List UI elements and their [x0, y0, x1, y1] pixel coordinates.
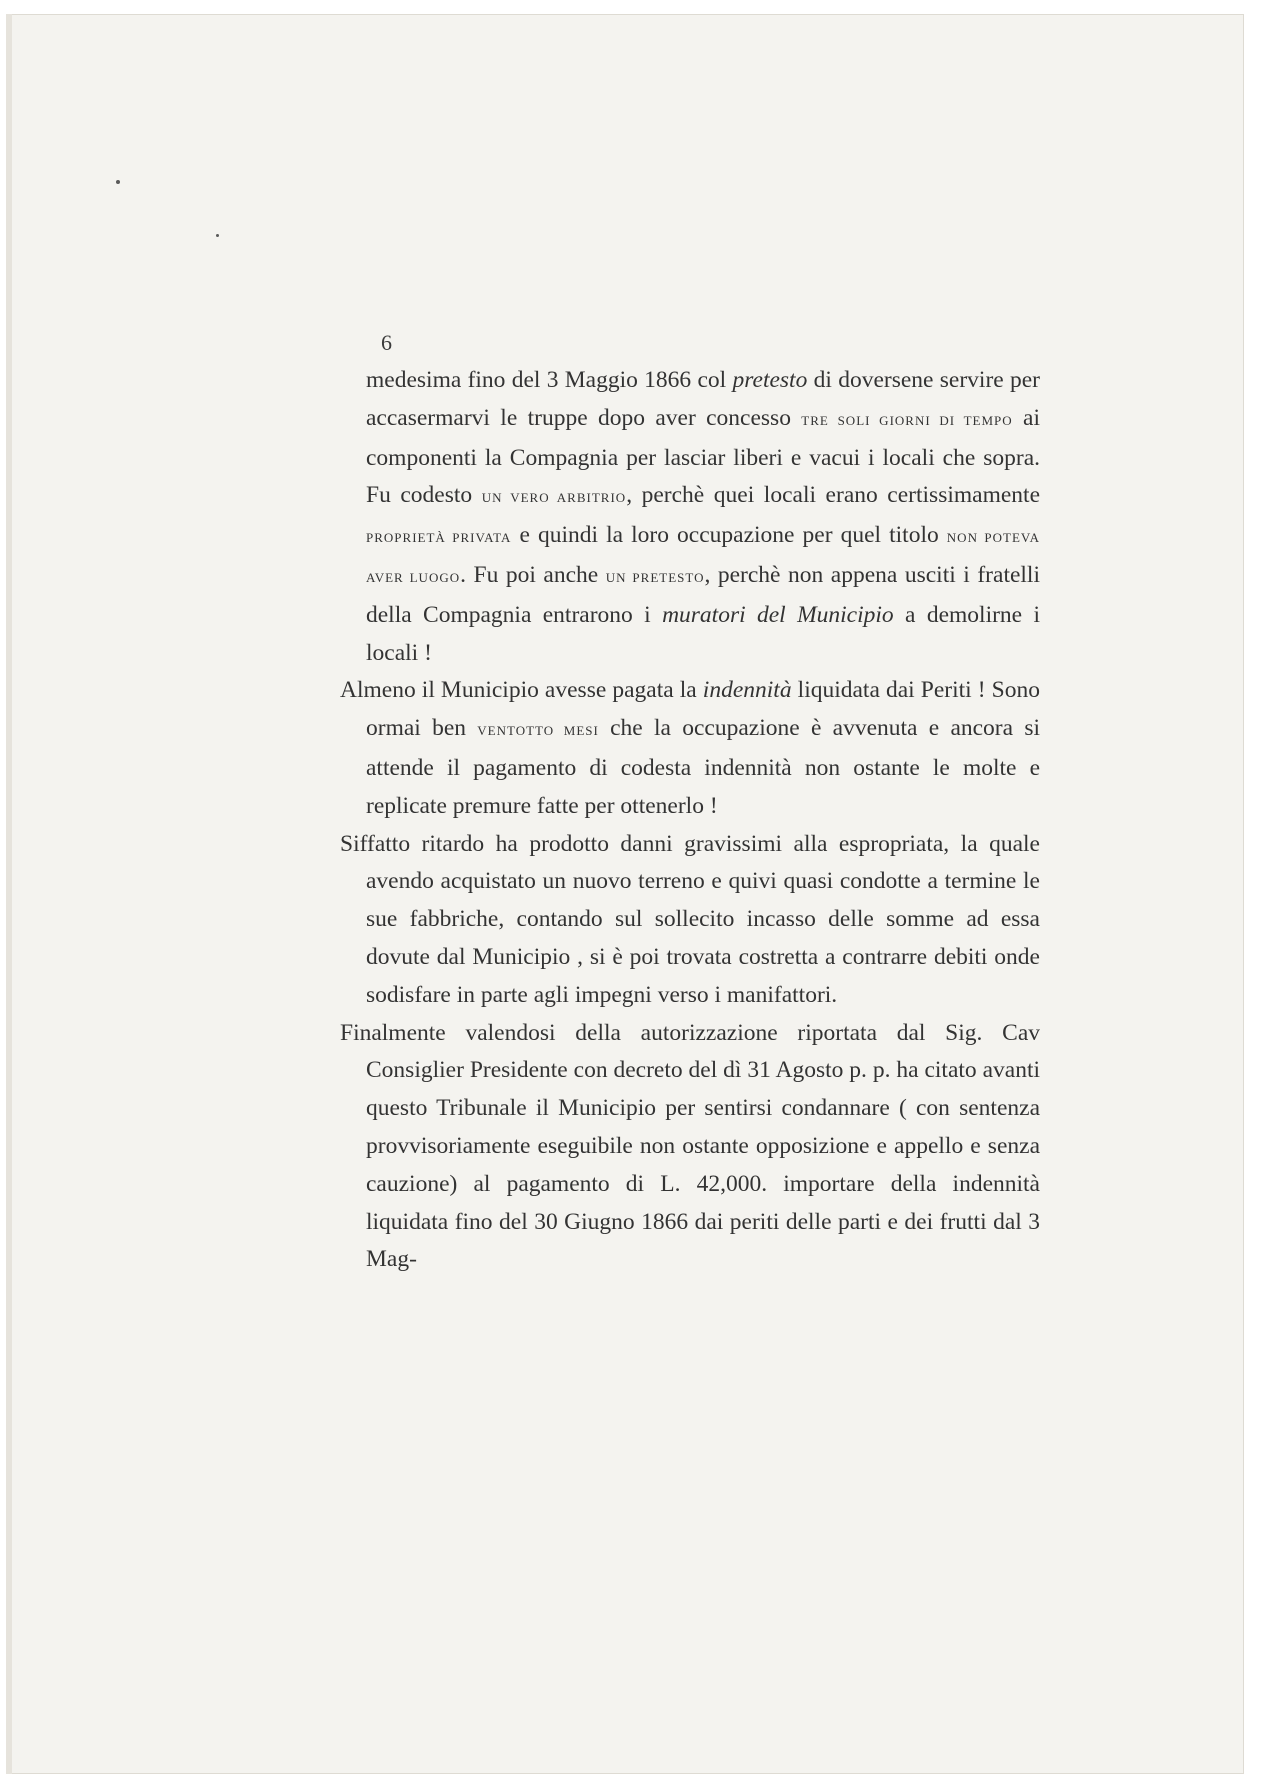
page-number: 6 [381, 330, 392, 355]
ink-speck [116, 180, 120, 184]
document-body [340, 362, 1040, 1279]
text-span: . Fu poi anche [460, 561, 606, 588]
ink-speck [216, 234, 219, 237]
small-caps-text: VENTOTTO MESI [477, 723, 599, 739]
small-caps-text: PROPRIETÀ PRIVATA [366, 530, 512, 546]
text-span: Finalmente valendosi della autorizzazione riportata dal Sig. Cav Consiglier Presidente con decreto del dì 31 Agosto p. p. ha citato avanti questo Tribunale il Municipio per sentirsi condannare ( con sentenza provvisoriamente eseguibile non ostante opposizione e appello e senza cauzione) al pagamento di L. 42,000. importare della indennità liquidata fino del 30 Giugno 1866 dai periti delle parti e dei frutti dal 3 Mag- [340, 1019, 1040, 1273]
text-span: , perchè non appena usciti i fratelli della Compagnia entrarono i [366, 561, 1040, 628]
paper-edge [6, 14, 12, 1774]
text-span: Almeno il Municipio avesse pagata la [340, 677, 703, 704]
text-span: medesima fino del 3 Maggio 1866 col [366, 367, 733, 393]
text-span: a demolirne i locali ! [366, 601, 1041, 666]
paragraph [340, 362, 1040, 672]
paragraph [340, 672, 1040, 825]
italic-text: muratori del Municipio [662, 601, 894, 628]
paragraph [340, 826, 1040, 1015]
text-span: , perchè quei locali erano certissimamente [626, 482, 1040, 509]
text-span: ai componenti la Compagnia per lasciar liberi e vacui i locali che sopra. Fu codesto [366, 404, 1040, 509]
small-caps-text: TRE SOLI GIORNI DI TEMPO [801, 412, 1013, 428]
small-caps-text: UN VERO ARBITRIO [481, 490, 627, 506]
text-span: Siffatto ritardo ha prodotto danni gravissimi alla espropriata, la quale avendo acquistato un nuovo terreno e quivi quasi condotte a termine le sue fabbriche, contando sul sollecito incasso delle somme ad essa dovute dal Municipio , si è poi trovata costretta a contrarre debiti onde sodisfare in parte agli impegni verso i manifattori. [340, 830, 1040, 1008]
small-caps-text: NON POTEVA AVER LUOGO [366, 530, 1040, 585]
text-span: e quindi la loro occupazione per quel titolo [511, 522, 947, 549]
italic-text: pretesto [732, 367, 808, 393]
text-span: che la occupazione è avvenuta e ancora si attende il pagamento di codesta indennità non ostante le molte e replicate premure fatte per ottenerlo ! [366, 715, 1041, 819]
text-span: liquidata dai Periti ! Sono ormai ben [366, 677, 1040, 742]
text-span: di doversene servire per accasermarvi le truppe dopo aver concesso [366, 367, 1040, 431]
paragraph [340, 1015, 1040, 1280]
small-caps-text: UN PRETESTO [605, 569, 705, 585]
italic-text: indennità [702, 677, 792, 704]
